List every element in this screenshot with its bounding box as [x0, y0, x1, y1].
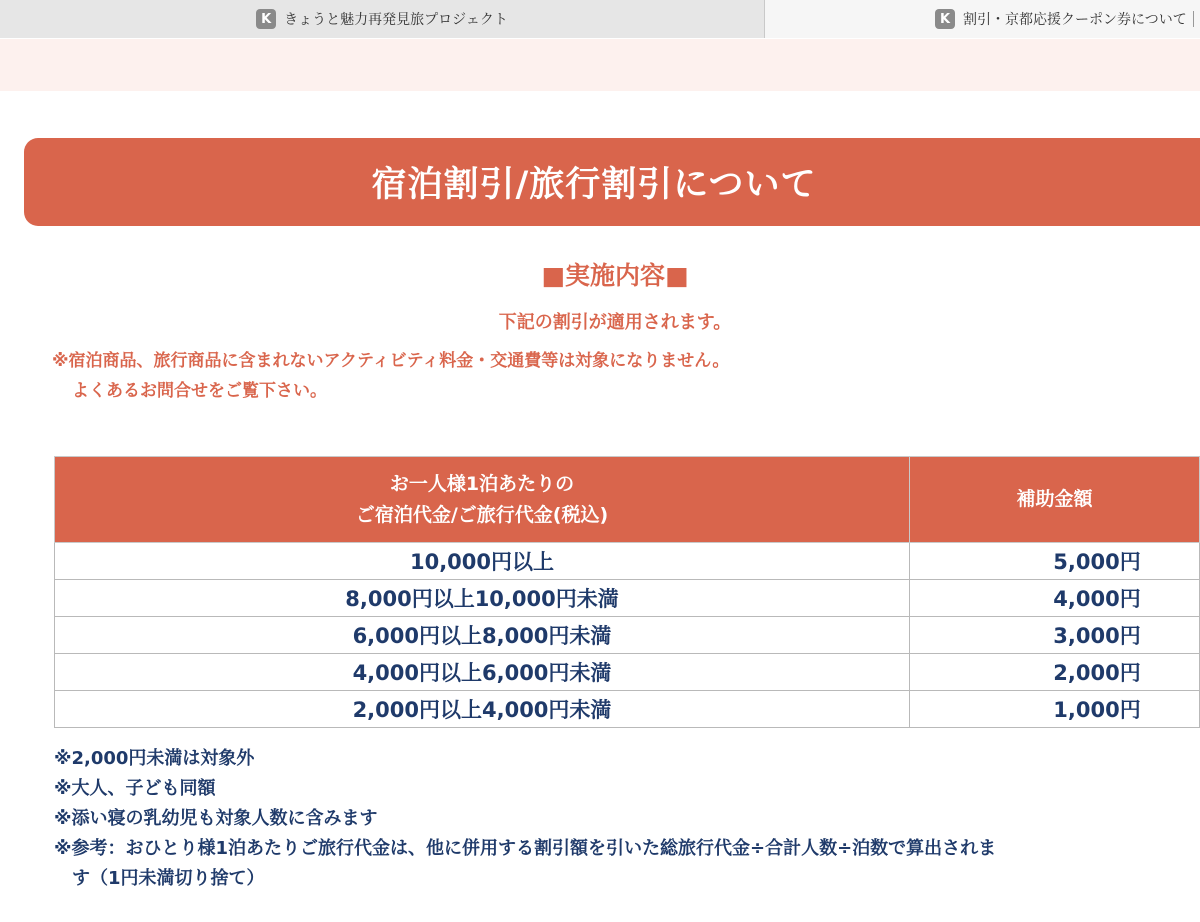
- tab-kyoto-project[interactable]: [0, 0, 765, 38]
- title-banner: [24, 138, 1200, 226]
- exclusion-note: ※宿泊商品、旅行商品に含まれないアクティビティ料金・交通費等は対象になりません。: [52, 351, 730, 371]
- subsidy-amount-cell: 3,000円: [910, 617, 1200, 654]
- subsidy-amount-cell: 1,000円: [910, 691, 1200, 728]
- footnote-calculation: ※参考：おひとり様1泊あたりご旅行代金は、他に併用する割引額を引いた総旅行代金÷合計人数÷泊数で算出されま: [54, 838, 997, 859]
- site-favicon-icon: K: [256, 9, 276, 29]
- footnote-under-2000: ※2,000円未満は対象外: [54, 748, 255, 769]
- subsidy-amount-cell: 5,000円: [910, 543, 1200, 580]
- table-header-row: [55, 457, 1200, 543]
- footnote-same-amount: ※大人、子ども同額: [54, 778, 216, 799]
- price-range-cell: 8,000円以上10,000円未満: [55, 580, 910, 617]
- subsidy-amount-cell: 4,000円: [910, 580, 1200, 617]
- subsidy-amount-cell: 2,000円: [910, 654, 1200, 691]
- footnote-calculation-cont: す（1円未満切り捨て）: [72, 868, 265, 889]
- section-heading: ■実施内容■: [541, 261, 689, 290]
- site-favicon-icon: K: [935, 9, 955, 29]
- price-range-cell: 10,000円以上: [55, 543, 910, 580]
- price-range-cell: 6,000円以上8,000円未満: [55, 617, 910, 654]
- table-row: [55, 580, 1200, 617]
- browser-tab-bar: [0, 0, 1200, 38]
- footnote-infants: ※添い寝の乳幼児も対象人数に含みます: [54, 808, 378, 829]
- table-row: [55, 654, 1200, 691]
- discount-table: [54, 456, 1200, 728]
- header-price-line-2: ご宿泊代金/ご旅行代金(税込): [355, 503, 609, 526]
- price-range-cell: 2,000円以上4,000円未満: [55, 691, 910, 728]
- tab-label: 割引・京都応援クーポン券について: [963, 12, 1187, 28]
- section-subheading: 下記の割引が適用されます。: [498, 312, 732, 333]
- header-price-per-person: [55, 457, 910, 543]
- header-price-line-1: お一人様1泊あたりの: [389, 473, 575, 496]
- table-row: [55, 543, 1200, 580]
- header-subsidy-amount: 補助金額: [910, 457, 1200, 543]
- page-title: 宿泊割引/旅行割引について: [371, 165, 817, 205]
- header-strip: [0, 39, 1200, 91]
- tab-coupon-info[interactable]: [765, 0, 1200, 38]
- price-range-cell: 4,000円以上6,000円未満: [55, 654, 910, 691]
- tab-separator: [1193, 11, 1194, 27]
- table-row: [55, 617, 1200, 654]
- tab-label: きょうと魅力再発見旅プロジェクト: [284, 12, 508, 28]
- faq-note: よくあるお問合せをご覧下さい。: [72, 381, 327, 401]
- table-row: [55, 691, 1200, 728]
